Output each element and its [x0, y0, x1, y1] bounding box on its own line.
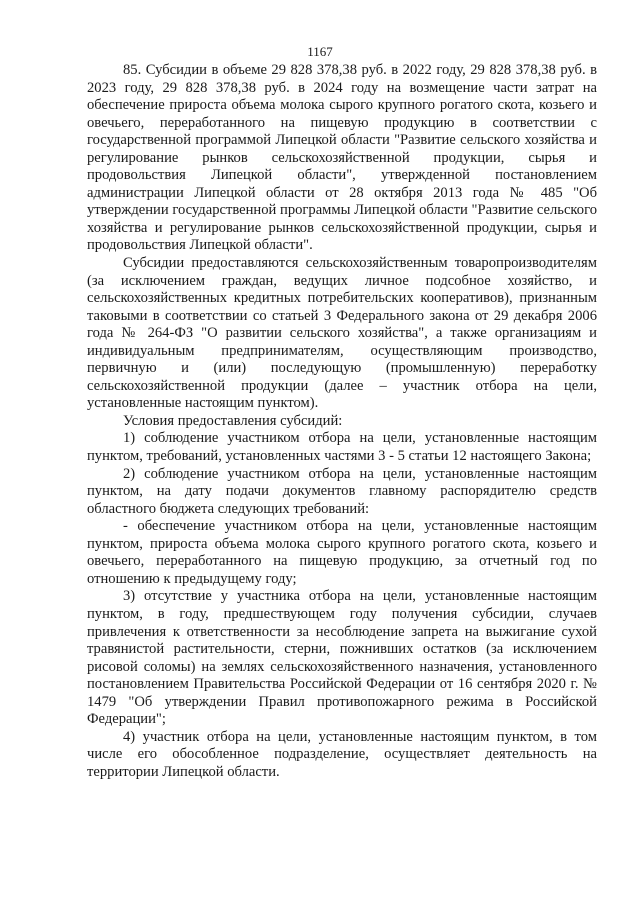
document-body [87, 62, 597, 781]
condition-2: 2) соблюдение участником отбора на цели, установленные настоящим пунктом, на дату подачи документов главному распорядителю средств областного бюджета следующих требований: [87, 465, 597, 517]
condition-2-requirement: - обеспечение участником отбора на цели, установленные настоящим пунктом, прироста объема молока сырого крупного рогатого скота, козьего и овечьего, переработанного на пищевую продукцию, за отчетный год по отношению к предыдущему году; [87, 518, 597, 587]
condition-1: 1) соблюдение участником отбора на цели, установленные настоящим пунктом, требований, установленных частями 3 - 5 статьи 12 настоящего Закона; [87, 430, 597, 465]
condition-4: 4) участник отбора на цели, установленные настоящим пунктом, в том числе его обособленное подразделение, осуществляет деятельность на территории Липецкой области. [87, 728, 597, 780]
paragraph-recipients: Субсидии предоставляются сельскохозяйственным товаропроизводителям (за исключением граждан, ведущих личное подсобное хозяйство, и сельскохозяйственных кредитных потребительских кооперативов), признанным таковыми в соответствии со статьей 3 Федерального закона от 29 декабря 2006 года № 264-ФЗ "О развитии сельского хозяйства", а также организациям и индивидуальным предпринимателям, осуществляющим производство, первичную и (или) последующую (промышленную) переработку сельскохозяйственной продукции (далее – участник отбора на цели, установленные настоящим пунктом). [87, 255, 597, 412]
condition-3: 3) отсутствие у участника отбора на цели, установленные настоящим пунктом, в году, предшествующем году получения субсидии, случаев привлечения к ответственности за несоблюдение запрета на выжигание сухой травянистой растительности, стерни, пожнивших остатков (за исключением рисовой соломы) на землях сельскохозяйственного назначения, установленного постановлением Правительства Российской Федерации от 16 сентября 2020 г. № 1479 "Об утверждении Правил противопожарного режима в Российской Федерации"; [87, 588, 597, 728]
paragraph-85-subsidies: 85. Субсидии в объеме 29 828 378,38 руб. в 2022 году, 29 828 378,38 руб. в 2023 году, 29 828 378,38 руб. в 2024 году на возмещение части затрат на обеспечение прироста объема молока сырого крупного рогатого скота, козьего и овечьего, переработанного на пищевую продукцию в соответствии с государственной программой Липецкой области "Развитие сельского хозяйства и регулирование рынков сельскохозяйственной продукции, сырья и продовольствия Липецкой области", утвержденной постановлением администрации Липецкой области от 28 октября 2013 года № 485 "Об утверждении государственной программы Липецкой области "Развитие сельского хозяйства и регулирование рынков сельскохозяйственной продукции, сырья и продовольствия Липецкой области". [87, 62, 597, 254]
page-number: 1167 [307, 44, 333, 59]
paragraph-conditions-heading: Условия предоставления субсидий: [123, 412, 343, 429]
